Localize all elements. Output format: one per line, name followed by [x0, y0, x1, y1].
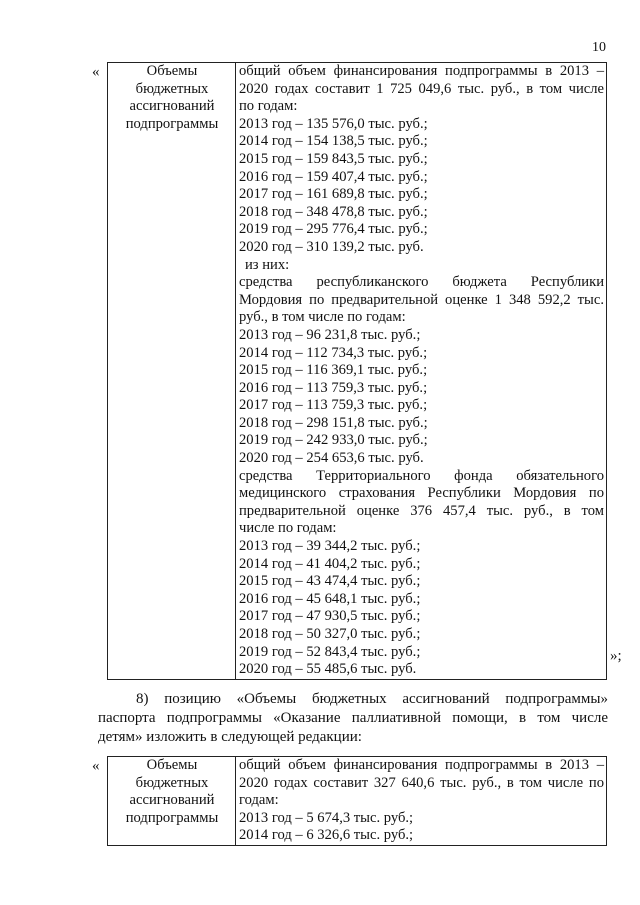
label-line: бюджетных: [135, 80, 209, 97]
rep-budget-line: средства республиканского бюджета Республики: [239, 274, 604, 291]
opening-quote-2: «: [92, 758, 100, 774]
fund-line: медицинского страхования Республики Мордовия по: [239, 485, 604, 502]
label-line: Объемы: [146, 63, 198, 79]
intro-line: общий объем финансирования подпрограммы в 2013 –: [239, 757, 604, 773]
intro-line: общий объем финансирования подпрограммы в 2013 –: [239, 63, 604, 79]
year-line: 2013 год – 135 576,0 тыс. руб.;: [239, 115, 428, 132]
content-cell: [236, 63, 607, 680]
label-line: ассигнований: [129, 98, 215, 115]
label-cell: [108, 757, 236, 846]
paragraph-line: 8) позицию «Объемы бюджетных ассигнований подпрограммы»: [136, 691, 608, 707]
year-line: 2016 год – 45 648,1 тыс. руб.;: [239, 590, 421, 607]
year-line: 2019 год – 295 776,4 тыс. руб.;: [239, 221, 428, 238]
year-line: 2013 год – 39 344,2 тыс. руб.;: [239, 538, 421, 555]
content-cell: [236, 757, 607, 846]
year-line: 2019 год – 242 933,0 тыс. руб.;: [239, 432, 428, 449]
year-line: 2018 год – 50 327,0 тыс. руб.;: [239, 626, 421, 642]
year-line: 2014 год – 41 404,2 тыс. руб.;: [239, 555, 421, 572]
fund-line: средства Территориального фонда обязательного: [239, 467, 604, 484]
year-line: 2015 год – 116 369,1 тыс. руб.;: [239, 362, 428, 379]
page-number: 10: [592, 40, 606, 55]
intro-line: годам:: [239, 792, 279, 809]
paragraph-line: паспорта подпрограммы «Оказание паллиативной помощи, в том числе: [98, 710, 608, 726]
year-line: 2017 год – 161 689,8 тыс. руб.;: [239, 186, 428, 203]
label-line: бюджетных: [135, 774, 209, 791]
intro-line: по годам:: [239, 98, 298, 115]
year-line: 2014 год – 112 734,3 тыс. руб.;: [239, 344, 428, 361]
fund-line: числе по годам:: [239, 520, 337, 537]
year-line: 2018 год – 298 151,8 тыс. руб.;: [239, 414, 428, 431]
amendment-paragraph: [98, 690, 608, 747]
year-line: 2014 год – 154 138,5 тыс. руб.;: [239, 133, 428, 150]
intro-line: 2020 годах составит 327 640,6 тыс. руб., в том числе по: [239, 774, 604, 791]
rep-budget-line: Мордовия по предварительной оценке 1 348 592,2 тыс.: [239, 291, 604, 308]
year-line: 2018 год – 348 478,8 тыс. руб.;: [239, 203, 428, 220]
label-cell: [108, 63, 236, 680]
year-line: 2013 год – 96 231,8 тыс. руб.;: [239, 326, 421, 343]
label-line: Объемы: [146, 757, 198, 773]
year-line: 2013 год – 5 674,3 тыс. руб.;: [239, 809, 414, 826]
rep-budget-line: руб., в том числе по годам:: [239, 309, 406, 326]
year-line: 2015 год – 43 474,4 тыс. руб.;: [239, 573, 421, 590]
budget-table-2: [107, 756, 607, 846]
closing-quote: »;: [610, 648, 622, 664]
year-line: 2020 год – 254 653,6 тыс. руб.: [239, 450, 424, 467]
year-line: 2016 год – 113 759,3 тыс. руб.;: [239, 379, 428, 396]
year-line: 2020 год – 310 139,2 тыс. руб.: [239, 238, 424, 255]
intro-line: 2020 годах составит 1 725 049,6 тыс. руб., в том числе: [239, 80, 604, 97]
year-line: 2019 год – 52 843,4 тыс. руб.;: [239, 643, 421, 660]
year-line: 2014 год – 6 326,6 тыс. руб.;: [239, 827, 414, 844]
year-line: 2017 год – 47 930,5 тыс. руб.;: [239, 608, 421, 625]
of-them-line: из них:: [245, 256, 290, 273]
budget-table-1: [107, 62, 607, 680]
year-line: 2017 год – 113 759,3 тыс. руб.;: [239, 397, 428, 414]
label-line: подпрограммы: [125, 115, 219, 132]
paragraph-line: детям» изложить в следующей редакции:: [98, 729, 362, 745]
label-line: ассигнований: [129, 792, 215, 809]
year-line: 2015 год – 159 843,5 тыс. руб.;: [239, 150, 428, 167]
opening-quote: «: [92, 64, 100, 80]
fund-line: предварительной оценке 376 457,4 тыс. руб., в том: [239, 502, 604, 519]
year-line: 2016 год – 159 407,4 тыс. руб.;: [239, 168, 428, 185]
year-line: 2020 год – 55 485,6 тыс. руб.: [239, 661, 417, 678]
label-line: подпрограммы: [125, 809, 219, 826]
